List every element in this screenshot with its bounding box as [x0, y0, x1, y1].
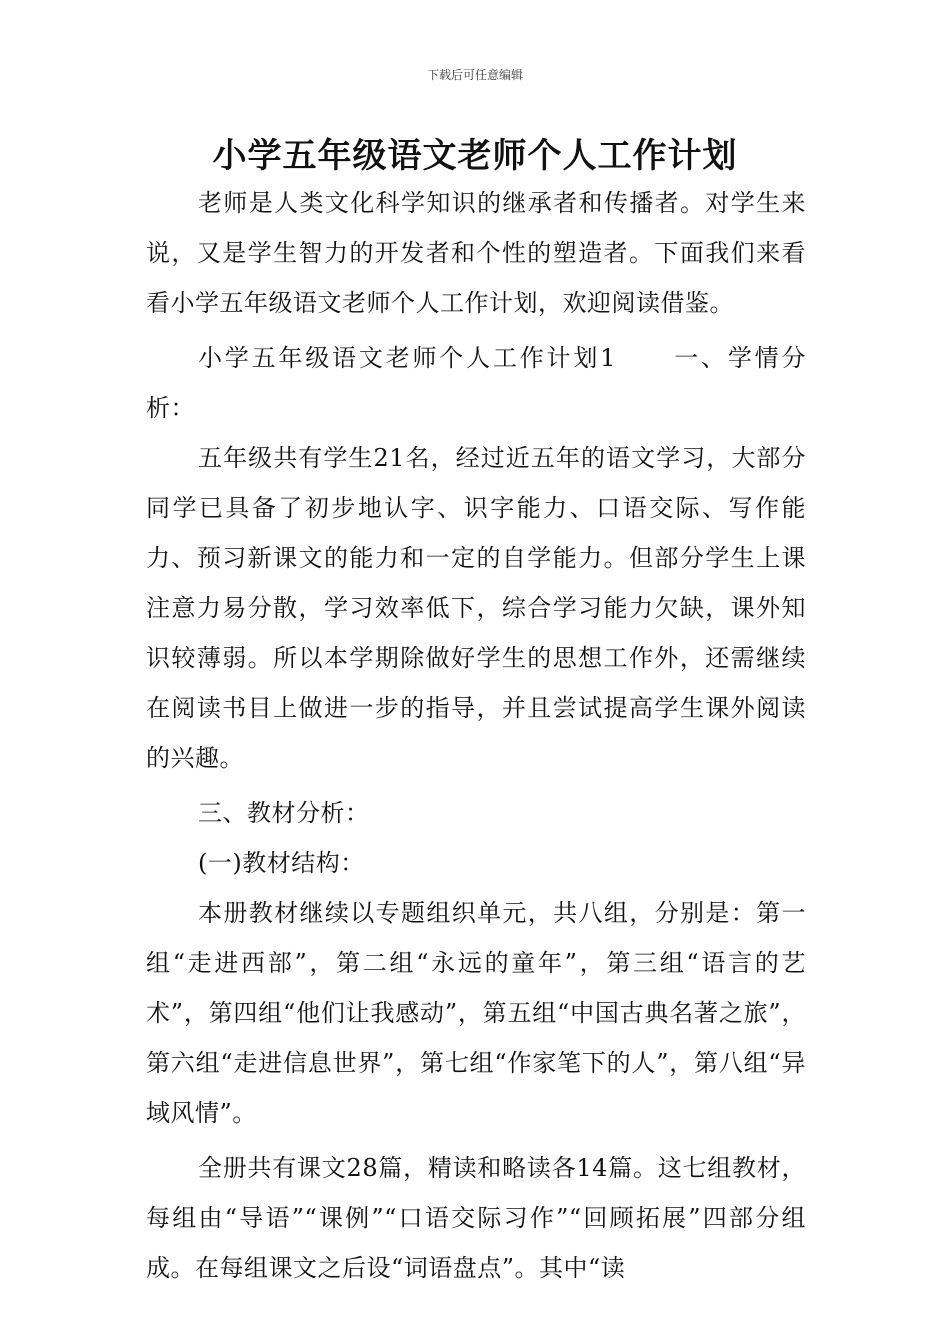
students-paragraph: 五年级共有学生21名，经过近五年的语文学习，大部分同学已具备了初步地认字、识字能力、口语交际、写作能力、预习新课文的能力和一定的自学能力。但部分学生上课注意力易分散，学习效率低下，综合学习能力欠缺，课外知识较薄弱。所以本学期除做好学生的思想工作外，还需继续在阅读书目上做进一步的指导，并且尝试提高学生课外阅读的兴趣。 [146, 444, 806, 772]
plan-heading: 小学五年级语文老师个人工作计划1 [198, 344, 616, 372]
structure-paragraph: 本册教材继续以专题组织单元，共八组，分别是：第一组“走进西部”，第二组“永远的童年”，第三组“语言的艺术”，第四组“他们让我感动”，第五组“中国古典名著之旅”，第六组“走进信息世界”，第七组“作家笔下的人”，第八组“异域风情”。 [146, 899, 806, 1127]
section1-heading: 一、学情分析： [146, 344, 806, 422]
lessons-paragraph: 全册共有课文28篇，精读和略读各14篇。这七组教材，每组由“导语”“课例”“口语交际习作”“回顾拓展”四部分组成。在每组课文之后设“词语盘点”。其中“读 [146, 1154, 806, 1282]
document-title: 小学五年级语文老师个人工作计划 [212, 136, 738, 176]
intro-paragraph: 老师是人类文化科学知识的继承者和传播者。对学生来说，又是学生智力的开发者和个性的塑造者。下面我们来看看小学五年级语文老师个人工作计划，欢迎阅读借鉴。 [146, 189, 806, 317]
plan-heading-line [146, 333, 806, 433]
header-note: 下载后可任意编辑 [426, 68, 523, 82]
document-body [146, 178, 806, 1293]
section3-heading: 三、教材分析： [198, 799, 370, 827]
subsection1-heading: (一)教材结构： [198, 849, 365, 877]
